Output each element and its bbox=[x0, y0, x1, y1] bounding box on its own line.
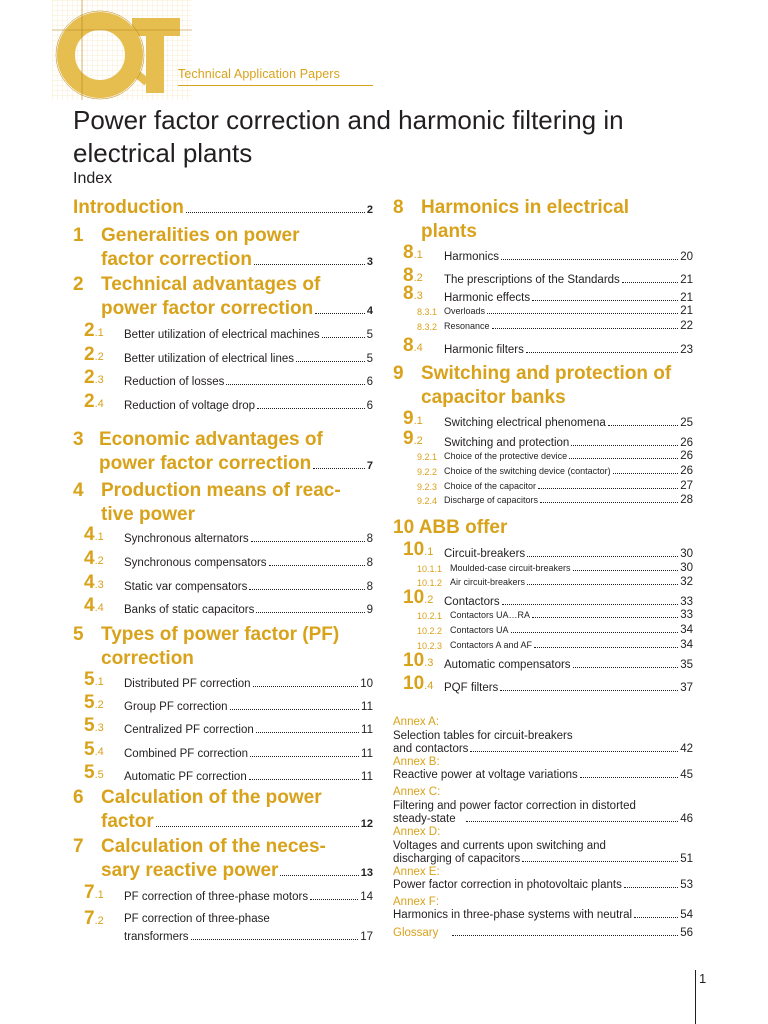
section-label-cont: transformers bbox=[124, 931, 189, 943]
section-label: Switching electrical phenomena bbox=[444, 417, 606, 429]
toc-section-8-4[interactable]: 8.4 Harmonic filters 23 bbox=[403, 335, 693, 356]
annex-b-title: Reactive power at voltage variations bbox=[393, 769, 578, 781]
page-ref: 4 bbox=[366, 305, 373, 317]
section-label: Contactors bbox=[444, 596, 500, 608]
chapter-title-cont: factor bbox=[101, 811, 154, 832]
toc-chapter-7[interactable] bbox=[73, 835, 373, 883]
toc-section-4-1[interactable]: 4.1 Synchronous alternators 8 bbox=[84, 524, 373, 545]
section-label: Banks of static capacitors bbox=[124, 604, 255, 616]
toc-section-7-2[interactable]: 7.2 PF correction of three-phase transformers 17 bbox=[84, 908, 373, 943]
qt-logo bbox=[52, 0, 192, 100]
toc-section-5-3[interactable]: 5.3 Centralized PF correction 11 bbox=[84, 715, 373, 736]
section-label: The prescriptions of the Standards bbox=[444, 274, 620, 286]
subsection-label: Air circuit-breakers bbox=[450, 577, 526, 587]
toc-section-5-2[interactable]: 5.2 Group PF correction 11 bbox=[84, 692, 373, 713]
chapter-title-cont: power factor correction bbox=[99, 453, 312, 474]
chapter-title: Switching and protection of bbox=[421, 363, 672, 384]
page-ref: 46 bbox=[680, 813, 693, 825]
section-label: Automatic compensators bbox=[444, 659, 571, 671]
chapter-number: 3 bbox=[73, 429, 84, 450]
toc-section-10-4[interactable]: 10.4 PQF filters 37 bbox=[403, 673, 693, 694]
chapter-number: 9 bbox=[393, 363, 404, 384]
toc-chapter-6[interactable] bbox=[73, 786, 373, 834]
page-ref: 54 bbox=[680, 909, 693, 921]
toc-chapter-2[interactable] bbox=[73, 273, 373, 321]
toc-subsection-9-2-1[interactable]: 9.2.1 Choice of the protective device 26 bbox=[417, 450, 693, 462]
page-ref: 12 bbox=[360, 818, 373, 830]
toc-subsection-8-3-1[interactable]: 8.3.1 Overloads 21 bbox=[417, 305, 693, 317]
page-ref: 53 bbox=[680, 879, 693, 891]
section-label: PF correction of three-phase bbox=[124, 913, 270, 925]
subsection-label: Choice of the protective device bbox=[444, 451, 568, 461]
annex-a-title: Selection tables for circuit-breakers bbox=[393, 730, 573, 742]
chapter-number: 2 bbox=[73, 274, 84, 295]
toc-section-10-1[interactable]: 10.1 Circuit-breakers 30 bbox=[403, 539, 693, 560]
section-label: Harmonic effects bbox=[444, 292, 531, 304]
page-ref: 2 bbox=[366, 204, 373, 216]
toc-section-9-2[interactable]: 9.2 Switching and protection 26 bbox=[403, 428, 693, 449]
toc-section-10-3[interactable]: 10.3 Automatic compensators 35 bbox=[403, 650, 693, 671]
toc-section-5-1[interactable]: 5.1 Distributed PF correction 10 bbox=[84, 669, 373, 690]
toc-section-4-4[interactable]: 4.4 Banks of static capacitors 9 bbox=[84, 595, 373, 616]
chapter-number: 4 bbox=[73, 480, 84, 501]
section-label: Distributed PF correction bbox=[124, 678, 251, 690]
annex-e-heading: Annex E: bbox=[393, 866, 440, 878]
chapter-title: Economic advantages of bbox=[99, 429, 323, 450]
annex-f-heading: Annex F: bbox=[393, 896, 440, 908]
page-ref: 51 bbox=[680, 853, 693, 865]
chapter-title: Generalities on power bbox=[101, 225, 300, 246]
subsection-label: Moulded-case circuit-breakers bbox=[450, 563, 571, 573]
header-rule bbox=[178, 85, 373, 86]
annex-c-heading: Annex C: bbox=[393, 786, 441, 798]
section-label: Circuit-breakers bbox=[444, 548, 526, 560]
chapter-title-cont: capacitor banks bbox=[421, 387, 566, 408]
glossary-label: Glossary bbox=[393, 927, 439, 939]
chapter-title-cont: factor correction bbox=[101, 249, 252, 270]
subsection-label: Choice of the capacitor bbox=[444, 481, 537, 491]
toc-subsection-9-2-4[interactable]: 9.2.4 Discharge of capacitors 28 bbox=[417, 494, 693, 506]
toc-chapter-8[interactable] bbox=[393, 196, 693, 244]
section-label: Better utilization of electrical lines bbox=[124, 353, 295, 365]
toc-section-5-4[interactable]: 5.4 Combined PF correction 11 bbox=[84, 739, 373, 760]
section-label: PF correction of three-phase motors bbox=[124, 891, 309, 903]
chapter-number: 8 bbox=[393, 197, 404, 218]
section-label: Reduction of losses bbox=[124, 376, 225, 388]
toc-subsection-10-2-3[interactable]: 10.2.3 Contactors A and AF 34 bbox=[417, 639, 693, 651]
toc-section-2-1[interactable]: 2.1 Better utilization of electrical machines 5 bbox=[84, 320, 373, 341]
subsection-label: Contactors UA…RA bbox=[450, 610, 531, 620]
page-ref: 7 bbox=[366, 460, 373, 472]
toc-subsection-10-2-2[interactable]: 10.2.2 Contactors UA 34 bbox=[417, 624, 693, 636]
chapter-title-cont: plants bbox=[421, 221, 477, 242]
toc-chapter-3[interactable] bbox=[73, 428, 373, 476]
series-title: Technical Application Papers bbox=[178, 67, 340, 81]
toc-section-4-2[interactable]: 4.2 Synchronous compensators 8 bbox=[84, 548, 373, 569]
chapter-title: Harmonics in electrical bbox=[421, 197, 630, 218]
subsection-label: Contactors UA bbox=[450, 625, 509, 635]
toc-section-8-2[interactable]: 8.2 The prescriptions of the Standards 21 bbox=[403, 265, 693, 286]
chapter-number: 1 bbox=[73, 225, 84, 246]
toc-section-2-2[interactable]: 2.2 Better utilization of electrical lines 5 bbox=[84, 344, 373, 365]
introduction-label: Introduction bbox=[73, 197, 184, 218]
section-label: Group PF correction bbox=[124, 701, 228, 713]
section-label: Combined PF correction bbox=[124, 748, 248, 760]
annex-e-title: Power factor correction in photovoltaic plants bbox=[393, 879, 622, 891]
chapter-title: 10 ABB offer bbox=[393, 517, 508, 538]
page-ref: 3 bbox=[366, 256, 373, 268]
annex-d-heading: Annex D: bbox=[393, 826, 441, 838]
toc-section-9-1[interactable]: 9.1 Switching electrical phenomena 25 bbox=[403, 408, 693, 429]
section-label: Synchronous compensators bbox=[124, 557, 267, 569]
section-label: PQF filters bbox=[444, 682, 499, 694]
section-label: Better utilization of electrical machines bbox=[124, 329, 320, 341]
section-label: Switching and protection bbox=[444, 437, 570, 449]
chapter-title: Production means of reac- bbox=[101, 480, 341, 501]
annex-d-title: Voltages and currents upon switching and bbox=[393, 840, 606, 852]
toc-section-2-4[interactable]: 2.4 Reduction of voltage drop 6 bbox=[84, 391, 373, 412]
toc-introduction[interactable] bbox=[73, 197, 373, 219]
chapter-title-cont: correction bbox=[101, 648, 194, 669]
annex-a-title-cont: and contactors bbox=[393, 743, 469, 755]
toc-section-4-3[interactable]: 4.3 Static var compensators 8 bbox=[84, 572, 373, 593]
annex-c-title: Filtering and power factor correction in distorted bbox=[393, 800, 636, 812]
toc-subsection-8-3-2[interactable]: 8.3.2 Resonance 22 bbox=[417, 320, 693, 332]
toc-chapter-4[interactable] bbox=[73, 479, 373, 527]
annex-d-title-cont: discharging of capacitors bbox=[393, 853, 521, 865]
toc-annex-f[interactable] bbox=[393, 909, 693, 921]
toc-annex-a[interactable] bbox=[393, 743, 693, 755]
section-label: Centralized PF correction bbox=[124, 724, 254, 736]
toc-glossary[interactable] bbox=[393, 927, 693, 939]
toc-section-2-3[interactable]: 2.3 Reduction of losses 6 bbox=[84, 367, 373, 388]
toc-section-5-5[interactable]: 5.5 Automatic PF correction 11 bbox=[84, 762, 373, 783]
section-label: Harmonic filters bbox=[444, 344, 524, 356]
toc-subsection-10-1-2[interactable]: 10.1.2 Air circuit-breakers 32 bbox=[417, 576, 693, 588]
annex-a-heading: Annex A: bbox=[393, 716, 440, 728]
toc-annex-e[interactable] bbox=[393, 879, 693, 891]
chapter-title: Technical advantages of bbox=[101, 274, 321, 295]
toc-subsection-10-1-1[interactable]: 10.1.1 Moulded-case circuit-breakers 30 bbox=[417, 562, 693, 574]
section-label: Harmonics bbox=[444, 251, 499, 263]
toc-section-10-2[interactable]: 10.2 Contactors 33 bbox=[403, 587, 693, 608]
chapter-number: 6 bbox=[73, 787, 84, 808]
toc-section-8-3[interactable]: 8.3 Harmonic effects 21 bbox=[403, 283, 693, 304]
toc-annex-c[interactable] bbox=[393, 813, 693, 825]
toc-chapter-10[interactable] bbox=[393, 516, 693, 540]
subsection-label: Resonance bbox=[444, 321, 490, 331]
page-number-rule bbox=[695, 970, 696, 1024]
subsection-label: Overloads bbox=[444, 306, 486, 316]
page-ref: 42 bbox=[680, 743, 693, 755]
toc-subsection-9-2-3[interactable]: 9.2.3 Choice of the capacitor 27 bbox=[417, 480, 693, 492]
toc-chapter-5[interactable] bbox=[73, 623, 373, 671]
section-label: Synchronous alternators bbox=[124, 533, 249, 545]
chapter-title-cont: sary reactive power bbox=[101, 860, 279, 881]
section-label: Automatic PF correction bbox=[124, 771, 247, 783]
toc-annex-b[interactable] bbox=[393, 769, 693, 781]
chapter-title-cont: power factor correction bbox=[101, 298, 314, 319]
page-ref: 13 bbox=[360, 867, 373, 879]
toc-annex-d[interactable] bbox=[393, 853, 693, 865]
toc-chapter-9[interactable] bbox=[393, 362, 703, 410]
subsection-label: Discharge of capacitors bbox=[444, 495, 539, 505]
page-number: 1 bbox=[699, 971, 707, 986]
toc-section-7-1[interactable]: 7.1 PF correction of three-phase motors 14 bbox=[84, 882, 373, 903]
chapter-title-cont: tive power bbox=[101, 504, 195, 525]
toc-section-8-1[interactable]: 8.1 Harmonics 20 bbox=[403, 242, 693, 263]
section-label: Static var compensators bbox=[124, 581, 248, 593]
chapter-title: Types of power factor (PF) bbox=[101, 624, 340, 645]
subsection-label: Choice of the switching device (contactor) bbox=[444, 466, 611, 476]
subsection-label: Contactors A and AF bbox=[450, 640, 533, 650]
chapter-title: Calculation of the neces- bbox=[101, 836, 326, 857]
page-ref: 56 bbox=[680, 927, 693, 939]
annex-b-heading: Annex B: bbox=[393, 756, 440, 768]
index-heading: Index bbox=[73, 170, 113, 187]
toc-subsection-9-2-2[interactable]: 9.2.2 Choice of the switching device (contactor) 26 bbox=[417, 465, 693, 477]
chapter-number: 5 bbox=[73, 624, 84, 645]
annex-c-title-cont: steady-state bbox=[393, 813, 456, 825]
toc-chapter-1[interactable] bbox=[73, 224, 373, 272]
toc-subsection-10-2-1[interactable]: 10.2.1 Contactors UA…RA 33 bbox=[417, 609, 693, 621]
chapter-number: 7 bbox=[73, 836, 84, 857]
page-title: Power factor correction and harmonic filtering in electrical plants bbox=[73, 105, 624, 168]
section-label: Reduction of voltage drop bbox=[124, 400, 256, 412]
annex-f-title: Harmonics in three-phase systems with neutral bbox=[393, 909, 633, 921]
page-ref: 45 bbox=[680, 769, 693, 781]
chapter-title: Calculation of the power bbox=[101, 787, 322, 808]
